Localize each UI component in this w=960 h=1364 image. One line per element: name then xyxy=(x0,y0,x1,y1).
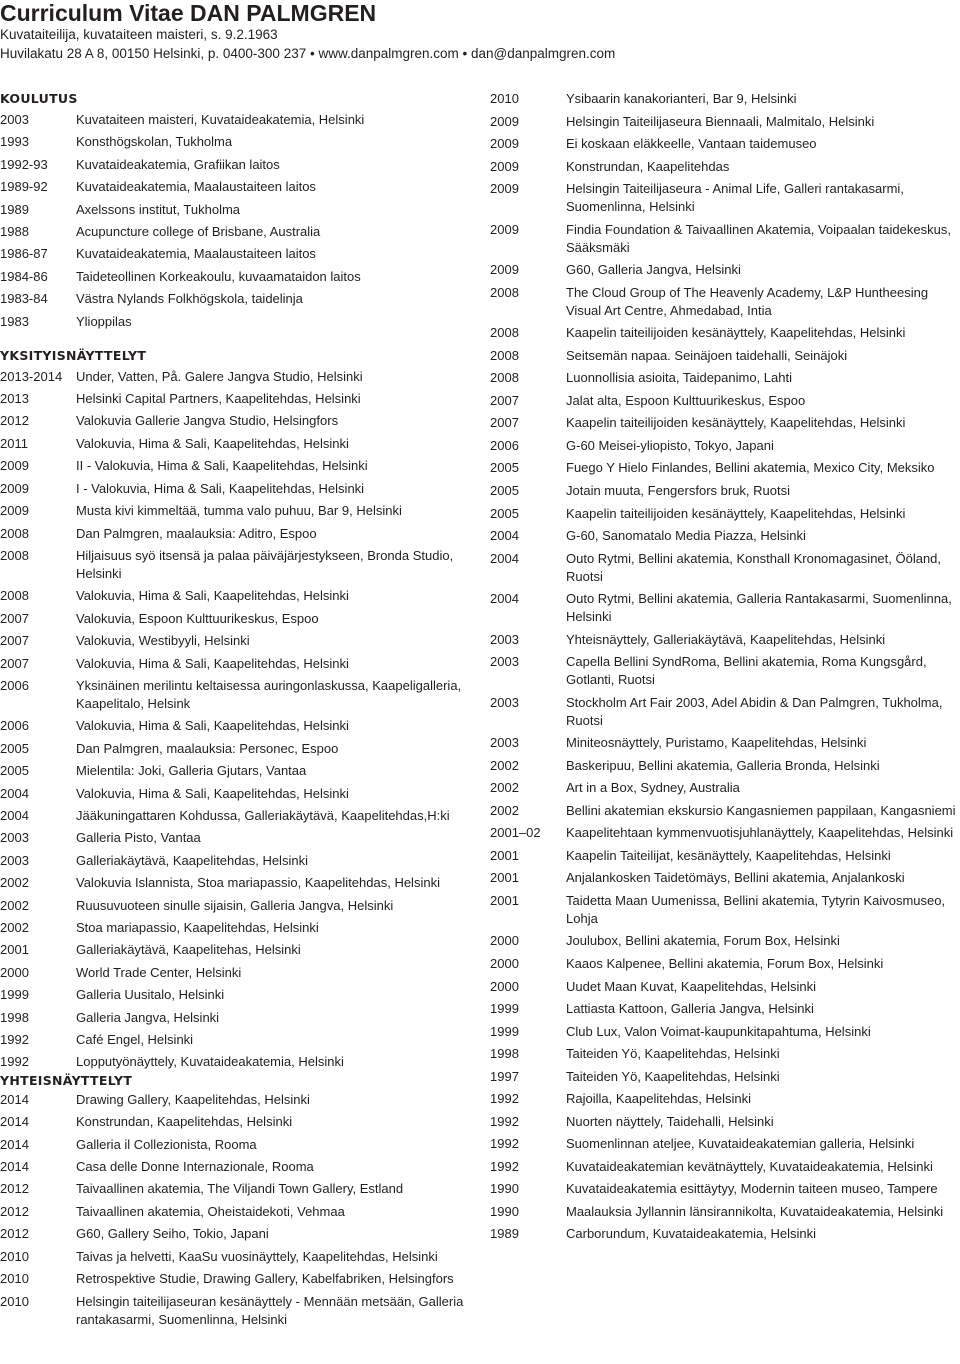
entry-text: Casa delle Donne Internazionale, Rooma xyxy=(76,1159,314,1175)
list-item xyxy=(0,368,470,386)
yhteisnayttelyt-list-right xyxy=(490,90,960,1243)
list-item xyxy=(0,964,470,982)
entry-text: Kaapelin taiteilijoiden kesänäyttely, Kaapelitehdas, Helsinki xyxy=(566,325,906,341)
entry-year: 2009 xyxy=(490,262,519,278)
entry-text: Lopputyönäyttely, Kuvataideakatemia, Helsinki xyxy=(76,1054,344,1070)
entry-year: 2003 xyxy=(490,654,519,670)
entry-year: 2004 xyxy=(490,591,519,607)
entry-text: Galleria Uusitalo, Helsinki xyxy=(76,987,225,1003)
entry-text: Valokuvia Gallerie Jangva Studio, Helsingfors xyxy=(76,413,339,429)
entry-text: Luonnollisia asioita, Taidepanimo, Lahti xyxy=(566,370,792,386)
entry-year: 2005 xyxy=(490,505,519,521)
entry-text: Helsingin taiteilijaseuran kesänäyttely - Mennään metsään, Galleria rantakasarmi, Suomenlinna, Helsinki xyxy=(76,1293,464,1327)
list-item xyxy=(490,892,960,928)
entry-text: Anjalankosken Taidetömäys, Bellini akatemia, Anjalankoski xyxy=(566,870,905,886)
entry-text: Seitsemän napaa. Seinäjoen taidehalli, Seinäjoki xyxy=(566,347,848,363)
koulutus-list xyxy=(0,111,470,331)
entry-text: Kuvataideakatemia, Maalaustaiteen laitos xyxy=(76,246,316,262)
entry-year: 2012 xyxy=(0,1203,29,1219)
list-item xyxy=(0,785,470,803)
entry-text: Kaapelin Taiteilijat, kesänäyttely, Kaapelitehdas, Helsinki xyxy=(566,847,891,863)
list-item xyxy=(0,941,470,959)
entry-year: 2014 xyxy=(0,1159,29,1175)
entry-text: Taidetta Maan Uumenissa, Bellini akatemia, Tytyrin Kaivosmuseo, Lohja xyxy=(566,892,946,926)
list-item xyxy=(490,590,960,626)
entry-year: 1992 xyxy=(490,1091,519,1107)
entry-text: Bellini akatemian ekskursio Kangasniemen pappilaan, Kangasniemi xyxy=(566,802,956,818)
list-item xyxy=(0,133,470,151)
entry-year: 1988 xyxy=(0,224,29,240)
entry-text: Taiteiden Yö, Kaapelitehdas, Helsinki xyxy=(566,1068,780,1084)
entry-year: 2011 xyxy=(0,435,28,451)
entry-year: 1992 xyxy=(0,1032,29,1048)
entry-year: 1984-86 xyxy=(0,268,48,284)
entry-year: 2006 xyxy=(0,677,29,693)
entry-text: Kaapelin taiteilijoiden kesänäyttely, Kaapelitehdas, Helsinki xyxy=(566,505,906,521)
entry-year: 2000 xyxy=(490,933,519,949)
entry-text: Taivaallinen akatemia, Oheistaidekoti, Vehmaa xyxy=(76,1203,345,1219)
entry-year: 2009 xyxy=(490,136,519,152)
entry-text: Art in a Box, Sydney, Australia xyxy=(566,780,740,796)
list-item xyxy=(0,655,470,673)
list-item xyxy=(0,897,470,915)
entry-text: G-60, Sanomatalo Media Piazza, Helsinki xyxy=(566,528,806,544)
list-item xyxy=(0,762,470,780)
list-item xyxy=(0,874,470,892)
list-item xyxy=(490,694,960,730)
list-item xyxy=(490,757,960,775)
list-item xyxy=(0,1203,470,1221)
list-item xyxy=(490,847,960,865)
list-item xyxy=(0,632,470,650)
entry-text: Café Engel, Helsinki xyxy=(76,1032,194,1048)
entry-text: Outo Rytmi, Bellini akatemia, Galleria Rantakasarmi, Suomenlinna, Helsinki xyxy=(566,591,952,625)
entry-year: 2008 xyxy=(490,325,519,341)
entry-year: 2007 xyxy=(490,415,519,431)
left-column xyxy=(0,90,470,1333)
entry-year: 1992 xyxy=(490,1113,519,1129)
entry-text: Taideteollinen Korkeakoulu, kuvaamataidon laitos xyxy=(76,268,361,284)
entry-year: 2012 xyxy=(0,413,29,429)
list-item xyxy=(490,347,960,365)
entry-year: 2013 xyxy=(0,391,29,407)
entry-year: 2000 xyxy=(490,956,519,971)
entry-year: 2012 xyxy=(0,1226,29,1242)
entry-year: 1999 xyxy=(0,987,29,1003)
entry-text: Suomenlinnan ateljee, Kuvataideakatemian galleria, Helsinki xyxy=(566,1136,915,1152)
entry-text: Stockholm Art Fair 2003, Adel Abidin & Dan Palmgren, Tukholma, Ruotsi xyxy=(566,694,943,728)
cv-header xyxy=(0,0,960,63)
entry-text: Ruusuvuoteen sinulle sijaisin, Galleria Jangva, Helsinki xyxy=(76,897,394,913)
list-item xyxy=(490,261,960,279)
entry-year: 2003 xyxy=(490,631,519,647)
section-heading-yksityisnayttelyt: YKSITYISNÄYTTELYT xyxy=(0,347,147,363)
list-item xyxy=(0,457,470,475)
entry-text: Ei koskaan eläkkeelle, Vantaan taidemuseo xyxy=(566,136,817,152)
entry-text: World Trade Center, Helsinki xyxy=(76,964,242,980)
entry-text: Taivas ja helvetti, KaaSu vuosinäyttely, Kaapelitehdas, Helsinki xyxy=(76,1248,438,1264)
entry-year: 2006 xyxy=(0,718,29,734)
entry-year: 1986-87 xyxy=(0,246,48,262)
entry-year: 2002 xyxy=(490,780,519,796)
entry-year: 1998 xyxy=(0,1009,29,1025)
list-item xyxy=(0,852,470,870)
entry-text: Taiteiden Yö, Kaapelitehdas, Helsinki xyxy=(566,1046,780,1062)
list-item xyxy=(490,978,960,996)
entry-year: 2012 xyxy=(0,1181,29,1197)
list-item xyxy=(0,1225,470,1243)
entry-year: 2009 xyxy=(490,221,519,237)
entry-year: 2013-2014 xyxy=(0,368,63,384)
entry-year: 2008 xyxy=(0,547,29,563)
list-item xyxy=(0,1031,470,1049)
list-item xyxy=(490,1045,960,1063)
entry-year: 2009 xyxy=(0,458,29,474)
list-item xyxy=(0,677,470,713)
cv-subtitle: Kuvataiteilija, kuvataiteen maisteri, s. 9.2.1963 xyxy=(0,27,278,42)
list-item xyxy=(490,1180,960,1198)
list-item xyxy=(0,245,470,263)
entry-year: 1983 xyxy=(0,313,29,329)
list-item xyxy=(490,1113,960,1131)
cv-contact-line: Huvilakatu 28 A 8, 00150 Helsinki, p. 0400-300 237 • www.danpalmgren.com • dan@danpalmgren.com xyxy=(0,46,616,61)
entry-text: Jääkuningattaren Kohdussa, Galleriakäytävä, Kaapelitehdas,H:ki xyxy=(76,807,450,823)
entry-year: 2003 xyxy=(0,852,29,868)
list-item xyxy=(490,1225,960,1243)
list-item xyxy=(0,1091,470,1109)
entry-text: Helsinki Capital Partners, Kaapelitehdas, Helsinki xyxy=(76,391,361,407)
entry-text: Stoa mariapassio, Kaapelitehdas, Helsinki xyxy=(76,920,319,935)
list-item xyxy=(490,1000,960,1018)
entry-text: II - Valokuvia, Hima & Sali, Kaapelitehdas, Helsinki xyxy=(76,458,368,474)
entry-text: Miniteosnäyttely, Puristamo, Kaapelitehdas, Helsinki xyxy=(566,735,867,751)
list-item xyxy=(490,505,960,523)
entry-year: 2009 xyxy=(0,480,29,496)
list-item xyxy=(0,268,470,286)
list-item xyxy=(490,392,960,410)
entry-year: 1992 xyxy=(490,1136,519,1152)
entry-year: 2001 xyxy=(490,870,519,886)
list-item xyxy=(490,869,960,887)
entry-text: Jotain muuta, Fengersfors bruk, Ruotsi xyxy=(566,482,790,498)
entry-year: 1989-92 xyxy=(0,179,48,195)
list-item xyxy=(490,824,960,842)
entry-year: 2014 xyxy=(0,1114,29,1130)
entry-year: 2003 xyxy=(0,112,29,127)
entry-year: 1999 xyxy=(490,1023,519,1039)
entry-year: 2006 xyxy=(490,437,519,453)
list-item xyxy=(0,1009,470,1027)
entry-year: 2008 xyxy=(490,370,519,386)
list-item xyxy=(490,550,960,586)
entry-text: Valokuvia, Hima & Sali, Kaapelitehdas, Helsinki xyxy=(76,718,349,734)
entry-year: 2008 xyxy=(0,588,29,604)
list-item xyxy=(490,459,960,477)
list-item xyxy=(0,390,470,408)
entry-text: Club Lux, Valon Voimat-kaupunkitapahtuma, Helsinki xyxy=(566,1023,871,1039)
entry-text: Konstrundan, Kaapelitehdas, Helsinki xyxy=(76,1114,293,1130)
entry-text: Rajoilla, Kaapelitehdas, Helsinki xyxy=(566,1091,751,1107)
entry-year: 2009 xyxy=(490,158,519,174)
list-item xyxy=(0,435,470,453)
entry-text: Findia Foundation & Taivaallinen Akatemia, Voipaalan taidekeskus, Sääksmäki xyxy=(566,221,951,255)
entry-text: Drawing Gallery, Kaapelitehdas, Helsinki xyxy=(76,1091,310,1107)
entry-text: Capella Bellini SyndRoma, Bellini akatemia, Roma Kungsgård, Gotlanti, Ruotsi xyxy=(566,654,927,688)
entry-text: Baskeripuu, Bellini akatemia, Galleria Bronda, Helsinki xyxy=(566,757,880,773)
entry-text: Axelssons institut, Tukholma xyxy=(76,201,241,217)
list-item xyxy=(490,437,960,455)
entry-year: 1992 xyxy=(0,1054,29,1070)
entry-year: 2004 xyxy=(0,807,29,823)
entry-text: G60, Galleria Jangva, Helsinki xyxy=(566,262,741,278)
entry-year: 2001 xyxy=(0,942,29,958)
list-item xyxy=(0,1248,470,1266)
entry-text: Helsingin Taiteilijaseura - Animal Life, Galleri rantakasarmi, Suomenlinna, Helsinki xyxy=(566,181,904,215)
entry-year: 2014 xyxy=(0,1091,29,1107)
list-item xyxy=(0,1293,470,1329)
entry-text: The Cloud Group of The Heavenly Academy, L&P Huntheesing Visual Art Centre, Ahmedabad, Intia xyxy=(566,284,929,318)
entry-year: 2014 xyxy=(0,1136,29,1152)
entry-text: Kuvataideakatemia, Maalaustaiteen laitos xyxy=(76,179,316,195)
list-item xyxy=(490,1090,960,1108)
entry-text: G-60 Meisei-yliopisto, Tokyo, Japani xyxy=(566,437,774,453)
list-item xyxy=(0,290,470,308)
list-item xyxy=(490,1023,960,1041)
list-item xyxy=(490,135,960,153)
list-item xyxy=(0,1158,470,1176)
list-item xyxy=(0,1270,470,1288)
list-item xyxy=(0,223,470,241)
list-item xyxy=(0,717,470,735)
entry-text: Kuvataideakatemia esittäytyy, Modernin taiteen museo, Tampere xyxy=(566,1181,938,1197)
entry-text: Joulubox, Bellini akatemia, Forum Box, Helsinki xyxy=(566,933,840,949)
entry-text: Carborundum, Kuvataideakatemia, Helsinki xyxy=(566,1226,817,1242)
list-item xyxy=(0,412,470,430)
entry-year: 1990 xyxy=(490,1203,519,1219)
entry-text: Valokuvia, Espoon Kulttuurikeskus, Espoo xyxy=(76,610,319,626)
list-item xyxy=(0,986,470,1004)
entry-year: 2004 xyxy=(490,528,519,544)
entry-text: Valokuvia, Westibyyli, Helsinki xyxy=(76,633,250,649)
entry-text: Galleriakäytävä, Kaapelitehdas, Helsinki xyxy=(76,852,308,868)
entry-year: 2001–02 xyxy=(490,825,541,841)
entry-text: Dan Palmgren, maalauksia: Aditro, Espoo xyxy=(76,525,317,541)
entry-text: Galleriakäytävä, Kaapelitehas, Helsinki xyxy=(76,942,301,958)
entry-year: 2001 xyxy=(490,892,519,908)
cv-title: Curriculum Vitae DAN PALMGREN xyxy=(0,0,377,26)
entry-year: 2005 xyxy=(0,763,29,779)
entry-year: 1999 xyxy=(490,1001,519,1017)
list-item xyxy=(490,527,960,545)
list-item xyxy=(490,631,960,649)
list-item xyxy=(490,932,960,950)
list-item xyxy=(490,414,960,432)
entry-year: 2003 xyxy=(0,830,29,846)
entry-text: Västra Nylands Folkhögskola, taidelinja xyxy=(76,291,303,307)
entry-year: 2010 xyxy=(0,1293,29,1309)
list-item xyxy=(490,158,960,176)
entry-text: Kaapelitehtaan kymmenvuotisjuhlanäyttely, Kaapelitehdas, Helsinki xyxy=(566,825,954,841)
entry-year: 2000 xyxy=(0,964,29,980)
list-item xyxy=(0,1180,470,1198)
list-item xyxy=(0,610,470,628)
entry-text: Yhteisnäyttely, Galleriakäytävä, Kaapelitehdas, Helsinki xyxy=(566,631,886,647)
entry-text: Taivaallinen akatemia, The Viljandi Town Gallery, Estland xyxy=(76,1181,404,1197)
entry-year: 2002 xyxy=(0,897,29,913)
right-column xyxy=(490,90,960,1248)
entry-text: Helsingin Taiteilijaseura Biennaali, Malmitalo, Helsinki xyxy=(566,113,875,129)
entry-text: I - Valokuvia, Hima & Sali, Kaapelitehdas, Helsinki xyxy=(76,480,365,496)
entry-text: Fuego Y Hielo Finlandes, Bellini akatemia, Mexico City, Meksiko xyxy=(566,460,935,476)
list-item xyxy=(490,1068,960,1086)
entry-year: 1997 xyxy=(490,1068,519,1084)
section-heading-koulutus: KOULUTUS xyxy=(0,91,78,106)
entry-text: Konsthögskolan, Tukholma xyxy=(76,134,233,150)
entry-year: 2007 xyxy=(0,655,29,671)
entry-year: 2000 xyxy=(490,978,519,994)
list-item xyxy=(490,482,960,500)
entry-text: Yksinäinen merilintu keltaisessa auringonlaskussa, Kaapeligalleria, Kaapelitalo, Helsink xyxy=(76,677,462,711)
entry-text: Mielentila: Joki, Galleria Gjutars, Vantaa xyxy=(76,763,307,779)
entry-year: 2008 xyxy=(490,284,519,300)
list-item xyxy=(490,734,960,752)
list-item xyxy=(0,201,470,219)
list-item xyxy=(490,113,960,131)
list-item xyxy=(490,779,960,797)
entry-text: Under, Vatten, På. Galere Jangva Studio, Helsinki xyxy=(76,368,363,384)
entry-text: Galleria Jangva, Helsinki xyxy=(76,1009,220,1025)
yhteisnayttelyt-list-left xyxy=(0,1091,470,1329)
list-item xyxy=(0,1053,470,1071)
entry-text: Galleria Pisto, Vantaa xyxy=(76,830,201,846)
list-item xyxy=(0,740,470,758)
list-item xyxy=(490,1135,960,1153)
entry-text: Ysibaarin kanakorianteri, Bar 9, Helsinki xyxy=(566,91,797,106)
entry-text: G60, Gallery Seiho, Tokio, Japani xyxy=(76,1226,269,1242)
list-item xyxy=(0,1136,470,1154)
yksityisnayttelyt-list xyxy=(0,368,470,1072)
list-item xyxy=(490,1203,960,1221)
entry-year: 2009 xyxy=(490,181,519,197)
entry-text: Kuvataideakatemia, Grafiikan laitos xyxy=(76,156,280,172)
entry-text: Kaapelin taiteilijoiden kesänäyttely, Kaapelitehdas, Helsinki xyxy=(566,415,906,431)
list-item xyxy=(0,111,470,129)
list-item xyxy=(0,178,470,196)
list-item xyxy=(490,955,960,973)
entry-year: 2009 xyxy=(490,113,519,129)
list-item xyxy=(0,1113,470,1131)
list-item xyxy=(0,156,470,174)
list-item xyxy=(0,313,470,331)
entry-year: 2002 xyxy=(490,757,519,773)
list-item xyxy=(0,829,470,847)
entry-year: 2004 xyxy=(490,550,519,566)
list-item xyxy=(490,284,960,320)
entry-year: 2008 xyxy=(0,525,29,541)
entry-year: 2007 xyxy=(0,610,29,626)
entry-year: 2003 xyxy=(490,735,519,751)
entry-text: Nuorten näyttely, Taidehalli, Helsinki xyxy=(566,1113,774,1129)
entry-year: 2010 xyxy=(0,1248,29,1264)
list-item xyxy=(0,547,470,583)
entry-year: 1992 xyxy=(490,1158,519,1174)
entry-year: 1983-84 xyxy=(0,291,48,307)
entry-text: Kuvataideakatemian kevätnäyttely, Kuvataideakatemia, Helsinki xyxy=(566,1158,933,1174)
entry-text: Kuvataiteen maisteri, Kuvataideakatemia, Helsinki xyxy=(76,112,365,127)
list-item xyxy=(490,221,960,257)
entry-text: Acupuncture college of Brisbane, Australia xyxy=(76,224,321,240)
list-item xyxy=(0,525,470,543)
list-item xyxy=(490,324,960,342)
entry-text: Konstrundan, Kaapelitehdas xyxy=(566,158,730,174)
entry-year: 1989 xyxy=(490,1226,519,1242)
entry-year: 2004 xyxy=(0,785,29,801)
entry-year: 1993 xyxy=(0,134,29,150)
entry-text: Valokuvia, Hima & Sali, Kaapelitehdas, Helsinki xyxy=(76,655,349,671)
list-item xyxy=(490,1158,960,1176)
entry-year: 2005 xyxy=(490,482,519,498)
list-item xyxy=(490,369,960,387)
entry-year: 2002 xyxy=(0,875,29,891)
entry-year: 1990 xyxy=(490,1181,519,1197)
entry-year: 2002 xyxy=(0,920,29,935)
list-item xyxy=(0,502,470,520)
list-item xyxy=(0,919,470,937)
list-item xyxy=(0,807,470,825)
entry-text: Maalauksia Jyllannin länsirannikolta, Kuvataideakatemia, Helsinki xyxy=(566,1203,944,1219)
entry-year: 1992-93 xyxy=(0,156,48,172)
entry-text: Jalat alta, Espoon Kulttuurikeskus, Espoo xyxy=(566,392,806,408)
entry-year: 2007 xyxy=(490,392,519,408)
entry-text: Musta kivi kimmeltää, tumma valo puhuu, Bar 9, Helsinki xyxy=(76,503,402,519)
entry-year: 2010 xyxy=(0,1271,29,1287)
entry-text: Outo Rytmi, Bellini akatemia, Konsthall Kronomagasinet, Ööland, Ruotsi xyxy=(566,550,942,584)
entry-text: Uudet Maan Kuvat, Kaapelitehdas, Helsinki xyxy=(566,978,817,994)
list-item xyxy=(490,180,960,216)
entry-year: 2005 xyxy=(490,460,519,476)
entry-text: Valokuvia Islannista, Stoa mariapassio, Kaapelitehdas, Helsinki xyxy=(76,875,440,891)
list-item xyxy=(490,90,960,108)
entry-year: 2009 xyxy=(0,503,29,519)
entry-year: 2001 xyxy=(490,847,519,863)
entry-text: Lattiasta Kattoon, Galleria Jangva, Helsinki xyxy=(566,1001,814,1017)
entry-year: 1998 xyxy=(490,1046,519,1062)
entry-year: 2008 xyxy=(490,347,519,363)
entry-year: 2003 xyxy=(490,694,519,710)
list-item xyxy=(0,587,470,605)
section-heading-yhteisnayttelyt: YHTEISNÄYTTELYT xyxy=(0,1072,133,1088)
entry-text: Galleria il Collezionista, Rooma xyxy=(76,1136,257,1152)
list-item xyxy=(490,653,960,689)
entry-year: 2010 xyxy=(490,91,519,106)
entry-text: Hiljaisuus syö itsensä ja palaa päiväjärjestykseen, Bronda Studio, Helsinki xyxy=(76,547,454,581)
entry-text: Valokuvia, Hima & Sali, Kaapelitehdas, Helsinki xyxy=(76,435,349,451)
entry-text: Kaaos Kalpenee, Bellini akatemia, Forum Box, Helsinki xyxy=(566,956,884,971)
entry-year: 2005 xyxy=(0,740,29,756)
list-item xyxy=(490,802,960,820)
entry-text: Valokuvia, Hima & Sali, Kaapelitehdas, Helsinki xyxy=(76,785,349,801)
list-item xyxy=(0,480,470,498)
entry-year: 1989 xyxy=(0,201,29,217)
entry-year: 2007 xyxy=(0,633,29,649)
entry-text: Retrospektive Studie, Drawing Gallery, Kabelfabriken, Helsingfors xyxy=(76,1271,454,1287)
entry-year: 2002 xyxy=(490,802,519,818)
entry-text: Valokuvia, Hima & Sali, Kaapelitehdas, Helsinki xyxy=(76,588,349,604)
entry-text: Ylioppilas xyxy=(76,313,132,329)
entry-text: Dan Palmgren, maalauksia: Personec, Espoo xyxy=(76,740,339,756)
